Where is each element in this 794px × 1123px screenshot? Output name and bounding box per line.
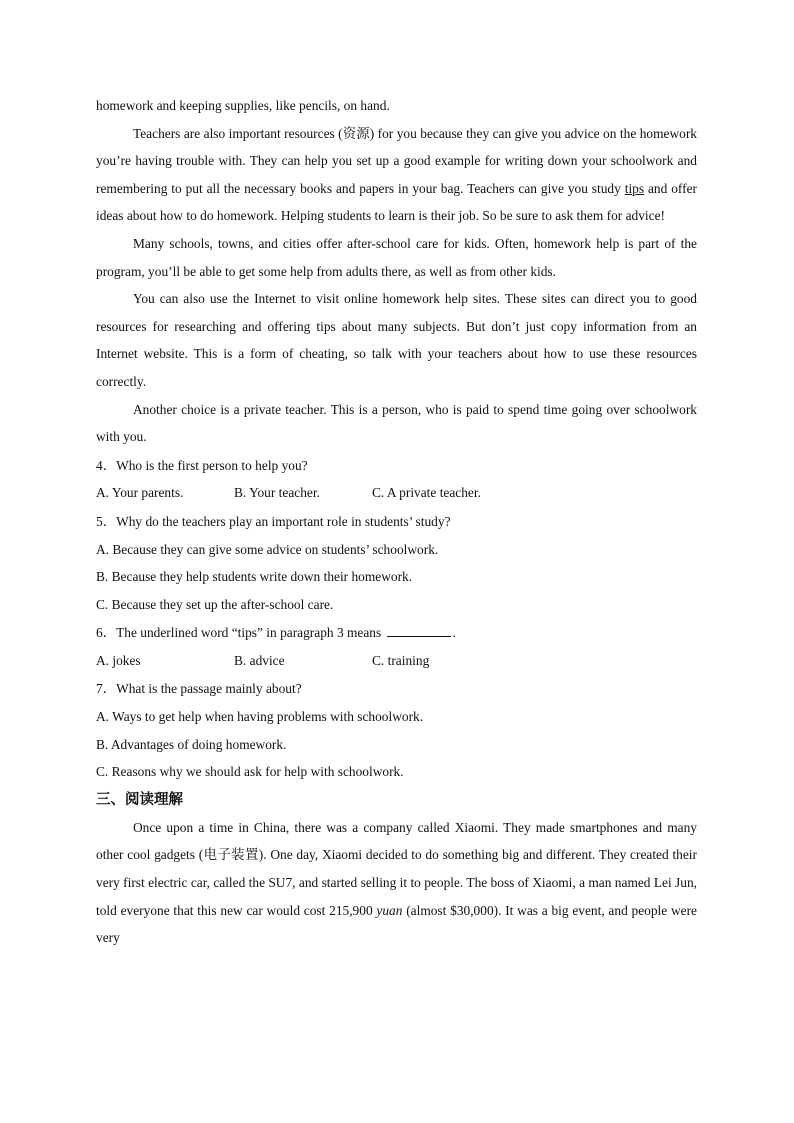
question-5-option-a: A. Because they can give some advice on students’ schoolwork. (96, 541, 439, 557)
question-5-option-b: B. Because they help students write down their homework. (96, 569, 413, 585)
question-4-options (96, 479, 697, 507)
option-c: C. A private teacher. (372, 485, 481, 501)
underlined-word-tips: tips (624, 180, 645, 196)
question-6 (96, 619, 697, 647)
paragraph-private-teacher: Another choice is a private teacher. This is a person, who is paid to spend time going over schoolwork with you. (96, 401, 697, 445)
question-4: 4．Who is the first person to help you? (96, 457, 308, 473)
paragraph-teachers-end: and offer ideas about how to do homework. Helping students to learn is their job. So be sure to ask them for advice! (96, 180, 697, 224)
question-5: 5．Why do the teachers play an important role in students’ study? (96, 513, 451, 529)
question-7-option-a: A. Ways to get help when having problems with schoolwork. (96, 709, 424, 725)
question-7-option-b: B. Advantages of doing homework. (96, 736, 287, 752)
option-a: A. jokes (96, 652, 141, 668)
question-7: 7．What is the passage mainly about? (96, 681, 302, 697)
question-6-options (96, 647, 697, 675)
option-c: C. training (372, 652, 430, 668)
paragraph-after-school: Many schools, towns, and cities offer after-school care for kids. Often, homework help is part of the program, you’ll be able to get some help from adults there, as well as from other kids. (96, 235, 697, 279)
paragraph-internet: You can also use the Internet to visit online homework help sites. These sites can direct you to good resources for researching and offering tips about many subjects. But don’t just copy information from an Internet website. This is a form of cheating, so talk with your teachers about how to use these resources correctly. (96, 291, 697, 389)
section-heading: 三、阅读理解 (96, 791, 183, 808)
paragraph-continued: homework and keeping supplies, like pencils, on hand. (96, 98, 390, 113)
question-7-option-c: C. Reasons why we should ask for help with schoolwork. (96, 764, 404, 780)
answer-blank (387, 622, 451, 637)
option-b: B. Your teacher. (234, 485, 320, 501)
paragraph-teachers-text: Teachers are also important resources (资源) for you because they can give you advice on the homework you’re having trouble with. They can help you set up a good example for writing down your schoolwork and remembering to put all the necessary books and papers in your bag. Teachers can give you study (96, 125, 697, 196)
option-a: A. Your parents. (96, 485, 184, 501)
question-6-text: 6．The underlined word “tips” in paragraph 3 means (96, 625, 382, 641)
question-6-period: . (452, 625, 456, 641)
italic-yuan: yuan (376, 902, 403, 918)
paragraph-xiaomi-text: Once upon a time in China, there was a company called Xiaomi. They made smartphones and many other cool gadgets (电子装置). One day, Xiaomi decided to do something big and different. They created their very first electric car, called the SU7, and started selling it to people. The boss of Xiaomi, a man named Lei Jun, told everyone that this new car would cost 215,900 (96, 819, 697, 918)
paragraph-xiaomi-end: (almost $30,000). It was a big event, and people were very (96, 902, 697, 946)
question-5-option-c: C. Because they set up the after-school care. (96, 596, 334, 612)
document-page (96, 92, 697, 952)
paragraph-xiaomi (96, 814, 697, 952)
option-b: B. advice (234, 652, 285, 668)
paragraph-teachers (96, 120, 697, 230)
